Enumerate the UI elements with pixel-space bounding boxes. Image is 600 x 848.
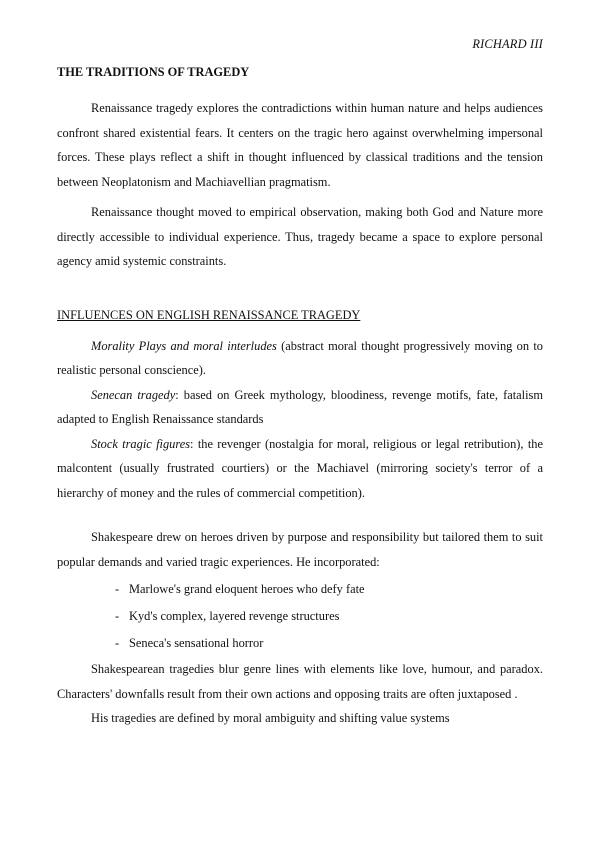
influence-term: Senecan tragedy (91, 387, 176, 402)
influence-text: : based on Greek mythology, bloodiness, revenge motifs, fate, fatalism adapted to English Renaissance standards (57, 387, 543, 426)
influence-term: Stock tragic figures (91, 436, 191, 451)
list-item (57, 630, 543, 657)
section-title-traditions: THE TRADITIONS OF TRAGEDY (57, 65, 250, 79)
list-item (57, 603, 543, 630)
list-item-text: Marlowe's grand eloquent heroes who defy fate (129, 582, 365, 596)
influence-term: Morality Plays and moral interludes (91, 338, 277, 353)
paragraph-genre-blur: Shakespearean tragedies blur genre lines with elements like love, humour, and paradox. Characters' downfalls result from their own actions and opposing traits are often juxtaposed . (57, 662, 543, 701)
influence-text: : the revenger (nostalgia for moral, religious or legal retribution), the malcontent (usually frustrated courtiers) or the Machiavel (mirroring society's terror of a hierarchy of money and the rules of commercial competition). (57, 436, 543, 500)
dash-bullet: - (115, 582, 120, 596)
influence-stock-figures (57, 432, 543, 506)
influence-text: (abstract moral thought progressively moving on to realistic personal conscience). (57, 338, 544, 377)
dash-bullet: - (115, 609, 120, 623)
influences-list (57, 576, 543, 657)
blank-line (57, 505, 543, 525)
paragraph-renaissance-tragedy: Renaissance tragedy explores the contradictions within human nature and helps audiences confront shared existential fears. It centers on the tragic hero against overwhelming impersonal forces. These plays reflect a shift in thought influenced by classical traditions and the tension between Neoplatonism and Machiavellian pragmatism. (57, 101, 543, 189)
list-item (57, 576, 543, 603)
influence-morality-plays (57, 334, 543, 383)
influence-senecan-tragedy (57, 383, 543, 432)
page-content (57, 62, 543, 731)
list-item-text: Kyd's complex, layered revenge structures (129, 609, 340, 623)
list-item-text: Seneca's sensational horror (129, 636, 264, 650)
section-title-influences: INFLUENCES ON ENGLISH RENAISSANCE TRAGEDY (57, 307, 361, 322)
paragraph-shakespeare-intro: Shakespeare drew on heroes driven by purpose and responsibility but tailored them to suit popular demands and varied tragic experiences. He incorporated: (57, 530, 543, 569)
dash-bullet: - (115, 636, 120, 650)
paragraph-renaissance-thought: Renaissance thought moved to empirical observation, making both God and Nature more directly accessible to individual experience. Thus, tragedy became a space to explore personal agency amid systemic constraints. (57, 205, 543, 268)
running-header: RICHARD III (472, 37, 543, 51)
paragraph-moral-ambiguity: His tragedies are defined by moral ambiguity and shifting value systems (91, 711, 450, 725)
